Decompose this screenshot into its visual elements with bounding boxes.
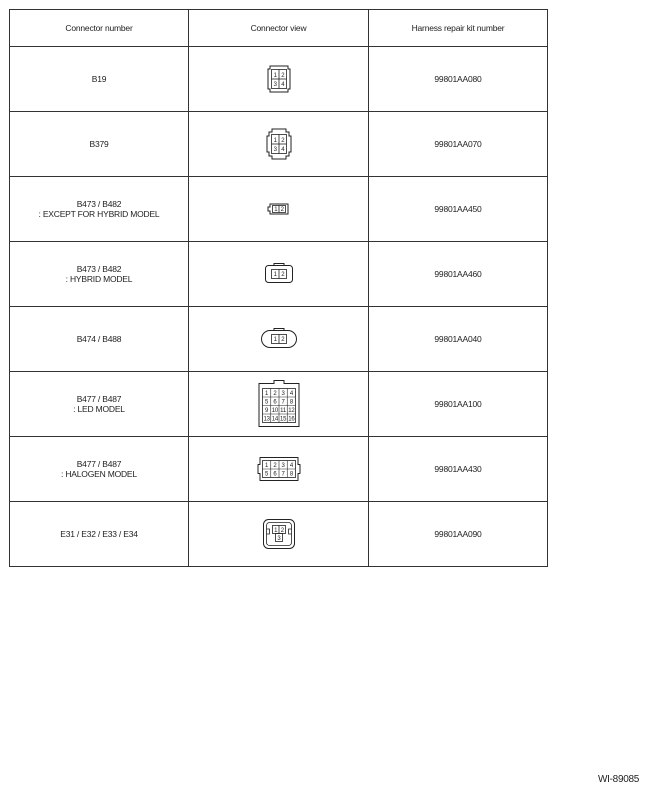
pin-label: 4 xyxy=(289,391,293,397)
connector-variant: : HYBRID MODEL xyxy=(65,274,133,284)
pin-label: 3 xyxy=(276,535,281,542)
pin-label: 4 xyxy=(280,147,284,153)
pin-label: 2 xyxy=(280,272,284,279)
connector-number-cell xyxy=(10,437,189,502)
pin-label: 12 xyxy=(287,408,295,414)
header-kit-number: Harness repair kit number xyxy=(369,10,548,47)
connector-variant: : EXCEPT FOR HYBRID MODEL xyxy=(38,209,160,219)
connector-diagram-2pin xyxy=(264,199,294,219)
connector-view-cell xyxy=(189,47,369,112)
pin-label: 1 xyxy=(273,138,277,144)
connector-diagram-4pin xyxy=(262,127,296,161)
pin-label: 10 xyxy=(271,408,278,414)
kit-number-cell: 99801AA040 xyxy=(369,307,548,372)
connector-view-cell xyxy=(189,502,369,567)
pin-label: 4 xyxy=(289,463,293,469)
pin-label: 4 xyxy=(280,82,284,88)
table-row xyxy=(10,177,548,242)
kit-number-cell: 99801AA450 xyxy=(369,177,548,242)
pin-label: 2 xyxy=(280,138,284,144)
table-row xyxy=(10,437,548,502)
connector-view-cell xyxy=(189,372,369,437)
repair-kit-table xyxy=(9,9,548,567)
kit-number-cell: 99801AA460 xyxy=(369,242,548,307)
pin-label: 2 xyxy=(280,337,284,344)
kit-number-cell: 99801AA090 xyxy=(369,502,548,567)
pin-label: 2 xyxy=(272,391,276,397)
connector-view-cell xyxy=(189,242,369,307)
connector-number-cell xyxy=(10,372,189,437)
connector-diagram-16pin xyxy=(254,377,304,431)
table-row xyxy=(10,307,548,372)
figure-id: WI-89085 xyxy=(598,774,639,785)
pin-label: 2 xyxy=(280,73,284,79)
connector-number-cell xyxy=(10,47,189,112)
pin-label: 2 xyxy=(280,527,284,534)
connector-diagram-8pin xyxy=(254,453,304,485)
header-connector-view: Connector view xyxy=(189,10,369,47)
pin-label: 3 xyxy=(281,463,285,469)
header-connector-number: Connector number xyxy=(10,10,189,47)
connector-variant: : HALOGEN MODEL xyxy=(61,469,137,479)
pin-label: 15 xyxy=(279,416,286,423)
kit-number-cell: 99801AA080 xyxy=(369,47,548,112)
connector-view-cell xyxy=(189,437,369,502)
table-row xyxy=(10,112,548,177)
connector-diagram-2pin xyxy=(262,261,296,287)
pin-label: 8 xyxy=(289,399,293,406)
connector-variant: : LED MODEL xyxy=(73,404,125,414)
table-row xyxy=(10,242,548,307)
connector-number-cell xyxy=(10,112,189,177)
pin-label: 11 xyxy=(279,408,286,414)
pin-label: 1 xyxy=(273,272,277,279)
pin-label: 7 xyxy=(281,471,285,478)
connector-diagram-4pin xyxy=(262,62,296,96)
connector-number-cell xyxy=(10,502,189,567)
pin-label: 1 xyxy=(273,207,277,214)
table-row xyxy=(10,502,548,567)
pin-label: 6 xyxy=(272,399,276,406)
connector-diagram-2pin xyxy=(258,326,300,352)
connector-view-cell xyxy=(189,177,369,242)
pin-label: 16 xyxy=(287,416,295,423)
connector-view-cell xyxy=(189,307,369,372)
pin-label: 2 xyxy=(280,207,284,214)
connector-number: B477 / B487 xyxy=(76,459,122,469)
pin-label: 5 xyxy=(264,399,268,406)
connector-number: B473 / B482 xyxy=(76,199,122,209)
connector-number-cell xyxy=(10,177,189,242)
pin-label: 3 xyxy=(273,147,277,153)
connector-number: B473 / B482 xyxy=(76,264,122,274)
pin-label: 6 xyxy=(272,471,276,478)
kit-number-cell: 99801AA100 xyxy=(369,372,548,437)
pin-label: 13 xyxy=(262,416,270,423)
header-row xyxy=(10,10,548,47)
connector-number: B379 xyxy=(89,139,109,149)
pin-label: 1 xyxy=(273,337,277,344)
pin-label: 3 xyxy=(281,391,285,397)
pin-label: 2 xyxy=(272,463,276,469)
table-row xyxy=(10,47,548,112)
kit-number-cell: 99801AA070 xyxy=(369,112,548,177)
connector-number: B474 / B488 xyxy=(76,334,122,344)
pin-label: 7 xyxy=(281,399,285,406)
pin-label: 1 xyxy=(273,527,277,534)
connector-number: B477 / B487 xyxy=(76,394,122,404)
connector-number-cell xyxy=(10,307,189,372)
connector-number: B19 xyxy=(91,74,107,84)
pin-label: 1 xyxy=(264,391,268,397)
connector-number: E31 / E32 / E33 / E34 xyxy=(60,529,138,539)
connector-view-cell xyxy=(189,112,369,177)
pin-label: 1 xyxy=(264,463,268,469)
pin-label: 1 xyxy=(273,73,277,79)
connector-diagram-3pin xyxy=(259,516,299,552)
table-row xyxy=(10,372,548,437)
pin-label: 3 xyxy=(273,82,277,88)
connector-number-cell xyxy=(10,242,189,307)
pin-label: 14 xyxy=(271,416,278,423)
pin-label: 9 xyxy=(264,408,268,414)
pin-label: 5 xyxy=(264,471,268,478)
kit-number-cell: 99801AA430 xyxy=(369,437,548,502)
pin-label: 8 xyxy=(289,471,293,478)
